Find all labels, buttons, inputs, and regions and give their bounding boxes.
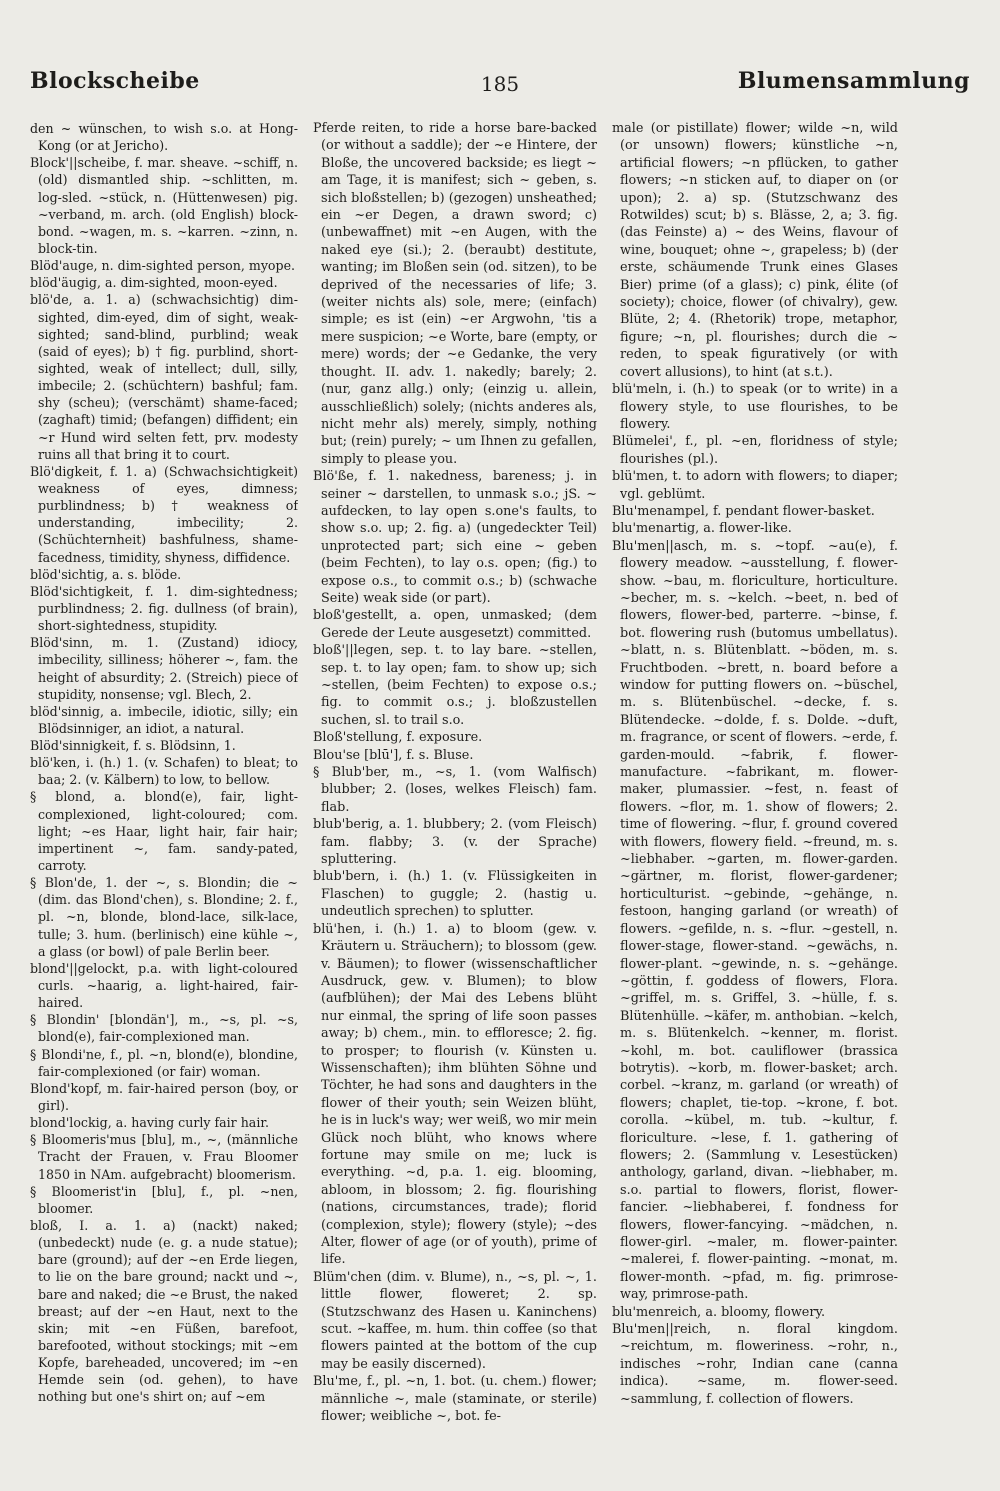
dictionary-entry: Blou'se [blū'], f. s. Bluse. <box>313 747 474 763</box>
dictionary-entry: blub'berig, a. 1. blubbery; 2. (vom Fleisch) fam. flabby; 3. (v. der Sprache) spluttering. <box>313 817 597 868</box>
dictionary-entry: male (or pistillate) flower; wilde ~n, wild (or unsown) flowers; künstliche ~n, artificial flowers; ~n pflücken, to gather flowers; ~n sticken auf, to diaper on (or upon); 2. a) sp. (Stutzschwanz des Rotwildes) scut; b) s. Blässe, 2, a; 3. fig. (das Feinste) a) ~ des Weins, flavour of wine, bouquet; ohne ~, grapeless; b) (der erste, schäumende Trunk eines Glases Bier) prime (of a glass); c) pink, élite (of society); choice, flower (of chivalry), gew. Blüte, 2; 4. (Rhetorik) trope, metaphor, figure; ~n, pl. flourishes; durch die ~ reden, to speak figuratively (or with covert allusions), to hint (at s.t.). <box>612 121 898 380</box>
dictionary-entry: Blö'ße, f. 1. nakedness, bareness; j. in seiner ~ darstellen, to unmask s.o.; jS. ~ aufdecken, to lay open s.one's faults, to show s.o. up; 2. fig. a) (ungedeckter Teil) unprotected part; sich eine ~ geben (beim Fechten), to lay o.s. open; (fig.) to expose o.s., to commit o.s.; b) (schwache Seite) weak side (or part). <box>313 469 597 606</box>
right-headword: Blumensammlung <box>737 68 970 94</box>
dictionary-entry: blond'lockig, a. having curly fair hair. <box>30 1115 269 1131</box>
dictionary-entry: blöd'äugig, a. dim-sighted, moon-eyed. <box>30 275 278 291</box>
dictionary-entry: Blu'me, f., pl. ~n, 1. bot. (u. chem.) flower; männliche ~, male (staminate, or sterile) flower; weibliche ~, bot. fe- <box>313 1374 597 1425</box>
dictionary-entry: blu'menreich, a. bloomy, flowery. <box>612 1304 826 1320</box>
dictionary-entry: Blöd'auge, n. dim-sighted person, myope. <box>30 258 296 274</box>
dictionary-entry: Blu'men||asch, m. s. ~topf. ~au(e), f. flowery meadow. ~ausstellung, f. flower-show. ~bau, m. floriculture, horticulture. ~becher, m. s. ~kelch. ~beet, n. bed of flowers, flower-bed, parterre. ~binse, f. bot. flowering rush (butomus umbellatus). ~blatt, n. s. Blütenblatt. ~böden, m. s. Fruchtboden. ~brett, n. board before a window for putting flowers on. ~büschel, m. s. Blütenbüschel. ~decke, f. s. Blütendecke. ~dolde, f. s. Dolde. ~duft, m. fragrance, or scent of flowers. ~erde, f. garden-mould. ~fabrik, f. flower-manufacture. ~fabrikant, m. flower-maker, plumassier. ~fest, n. feast of flowers. ~flor, m. 1. show of flowers; 2. time of flowering. ~flur, f. ground covered with flowers, flowery field. ~freund, m. s. ~liebhaber. ~garten, m. flower-garden. ~gärtner, m. florist, flower-gardener; horticulturist. ~gebinde, ~gehänge, n. festoon, hanging garland (or wreath) of flowers. ~gefilde, n. s. ~flur. ~gestell, n. flower-stage, flower-stand. ~gewächs, n. flower-plant. ~gewinde, n. s. ~gehänge. ~göttin, f. goddess of flowers, Flora. ~griffel, m. s. Griffel, 3. ~hülle, f. s. Blütenhülle. ~käfer, m. anthobian. ~kelch, m. s. Blütenkelch. ~kenner, m. florist. ~kohl, m. bot. cauliflower (brassica botrytis). ~korb, m. flower-basket; arch. corbel. ~kranz, m. garland (or wreath) of flowers; chaplet, tie-top. ~krone, f. bot. corolla. ~kübel, m. tub. ~kultur, f. floriculture. ~lese, f. 1. gathering of flowers; 2. (Sammlung v. Lesestücken) anthology, garland, divan. ~liebhaber, m. s.o. partial to flowers, florist, flower-fancier. ~liebhaberei, f. fondness for flowers, flower-fancying. ~mädchen, n. flower-girl. ~maler, m. flower-painter. ~malerei, f. flower-painting. ~monat, m. flower-month. ~pfad, m. fig. primrose-way, primrose-path. <box>612 538 898 1303</box>
page-header <box>30 68 970 108</box>
dictionary-entry: Blümelei', f., pl. ~en, floridness of style; flourishes (pl.). <box>612 434 898 467</box>
dictionary-entry: blöd'sichtig, a. s. blöde. <box>30 566 182 582</box>
dictionary-entry: § Blondin' [blondän'], m., ~s, pl. ~s, blond(e), fair-complexioned man. <box>30 1012 298 1045</box>
dictionary-entry: Blöd'sinnigkeit, f. s. Blödsinn, 1. <box>30 738 236 754</box>
dictionary-entry: blü'hen, i. (h.) 1. a) to bloom (gew. v. Kräutern u. Sträuchern); to blossom (gew. v. Bäumen); to flower (wissenschaftlicher Ausdruck, gew. v. Blumen); to blow (aufblühen); der Mai des Lebens blüht nur einmal, the spring of life soon passes away; b) chem., min. to effloresce; 2. fig. to prosper; to flourish (v. Künsten u. Wissenschaften); ihm blühten Söhne und Töchter, he had sons and daughters in the flower of their youth; sein Weizen blüht, he is in luck's way; wer weiß, wo mir mein Glück noch blüht, who knows where fortune may smile on me; luck is everything. ~d, p.a. 1. eig. blooming, abloom, in blossom; 2. fig. flourishing (nations, circumstances, trade); florid (complexion, style); flowery (style); ~des Alter, flower of age (or of youth), prime of life. <box>313 921 597 1268</box>
dictionary-entry: § Bloomerist'in [blu], f., pl. ~nen, bloomer. <box>30 1183 298 1216</box>
dictionary-entry: § Blon'de, 1. der ~, s. Blondin; die ~ (dim. das Blond'chen), s. Blondine; 2. f., pl. ~n, blonde, blond-lace, silk-lace, tulle; 3. hum. (berlinisch) eine kühle ~, a glass (or bowl) of pale Berlin beer. <box>30 875 298 959</box>
dictionary-entry: blö'ken, i. (h.) 1. (v. Schafen) to bleat; to baa; 2. (v. Kälbern) to low, to bellow. <box>30 755 298 788</box>
dictionary-entry: blu'menartig, a. flower-like. <box>612 521 792 537</box>
dictionary-entry: bloß, I. a. 1. a) (nackt) naked; (unbedeckt) nude (e. g. a nude statue); bare (ground); auf der ~en Erde liegen, to lie on the bare ground; nackt und ~, bare and naked; die ~e Brust, the naked breast; auf der ~en Haut, next to the skin; mit ~en Füßen, barefoot, barefooted, without stockings; mit ~em Kopfe, bareheaded, uncovered; im ~en Hemde sein (od. gehen), to have nothing but one's shirt on; auf ~em <box>30 1218 298 1405</box>
dictionary-entry: blü'men, t. to adorn with flowers; to diaper; vgl. geblümt. <box>612 469 898 502</box>
dictionary-entry: Blu'men||reich, n. floral kingdom. ~reichtum, m. floweriness. ~rohr, n., indisches ~rohr, Indian cane (canna indica). ~same, m. flower-seed. ~sammlung, f. collection of flowers. <box>612 1322 898 1407</box>
dictionary-entry: den ~ wünschen, to wish s.o. at Hong-Kong (or at Jericho). <box>30 121 298 154</box>
column-left <box>30 120 298 1445</box>
left-headword: Blockscheibe <box>30 68 200 94</box>
dictionary-entry: Pferde reiten, to ride a horse bare-backed (or without a saddle); der ~e Hintere, der Bloße, the uncovered backside; es liegt ~ am Tage, it is manifest; sich ~ geben, s. sich bloßstellen; b) (gezogen) unsheathed; ein ~er Degen, a drawn sword; c) (unbewaffnet) mit ~en Augen, with the naked eye (si.); 2. (beraubt) destitute, wanting; im Bloßen sein (od. sitzen), to be deprived of the necessaries of life; 3. (weiter nichts als) sole, mere; (einfach) simple; es ist (ein) ~er Argwohn, 'tis a mere suspicion; ~e Worte, bare (empty, or mere) words; der ~e Gedanke, the very thought. II. adv. 1. nakedly; barely; 2. (nur, ganz allg.) only; (einzig u. allein, ausschließlich) solely; (nichts anderes als, nicht mehr als) merely, simply, nothing but; (rein) purely; ~ um Ihnen zu gefallen, simply to please you. <box>313 121 597 467</box>
dictionary-entry: blub'bern, i. (h.) 1. (v. Flüssigkeiten in Flaschen) to guggle; 2. (hastig u. undeutlich sprechen) to splutter. <box>313 869 597 920</box>
dictionary-entry: § Blub'ber, m., ~s, 1. (vom Walfisch) blubber; 2. (loses, welkes Fleisch) fam. flab. <box>313 765 597 815</box>
column-right <box>612 120 898 1445</box>
dictionary-entry: § blond, a. blond(e), fair, light-complexioned, light-coloured; com. light; ~es Haar, light hair, fair hair; impertinent ~, fam. sandy-pated, carroty. <box>30 789 298 874</box>
dictionary-entry: bloß'||legen, sep. t. to lay bare. ~stellen, sep. t. to lay open; fam. to show up; sich ~stellen, (beim Fechten) to expose o.s.; fig. to commit o.s.; j. bloßzustellen suchen, sl. to trail s.o. <box>313 643 597 728</box>
dictionary-entry: blü'meln, i. (h.) to speak (or to write) in a flowery style, to use flourishes, to be flowery. <box>612 382 898 432</box>
dictionary-entry: Block'||scheibe, f. mar. sheave. ~schiff, n. (old) dismantled ship. ~schlitten, m. log-sled. ~stück, n. (Hüttenwesen) pig. ~verband, m. arch. (old English) block-bond. ~wagen, m. s. ~karren. ~zinn, n. block-tin. <box>30 155 298 256</box>
dictionary-entry: blö'de, a. 1. a) (schwachsichtig) dim-sighted, dim-eyed, dim of sight, weak-sighted; sand-blind, purblind; weak (said of eyes); b) † fig. purblind, short-sighted, weak of intellect; dull, silly, imbecile; 2. (schüchtern) bashful; fam. shy (scheu); (verschämt) shame-faced; (zaghaft) timid; (befangen) diffident; ein ~r Hund wird selten fett, prv. modesty ruins all that bring it to court. <box>30 292 298 462</box>
dictionary-entry: § Blondi'ne, f., pl. ~n, blond(e), blondine, fair-complexioned (or fair) woman. <box>30 1046 298 1079</box>
dictionary-entry: Blö'digkeit, f. 1. a) (Schwachsichtigkeit) weakness of eyes, dimness; purblindness; b) † weakness of understanding, imbecility; 2. (Schüchternheit) bashfulness, shame-facedness, timidity, shyness, diffidence. <box>30 463 298 565</box>
dictionary-entry: Blond'kopf, m. fair-haired person (boy, or girl). <box>30 1080 298 1114</box>
column-middle <box>313 120 597 1445</box>
dictionary-entry: Blöd'sinn, m. 1. (Zustand) idiocy, imbecility, silliness; höherer ~, fam. the height of absurdity; 2. (Streich) piece of stupidity, nonsense; vgl. Blech, 2. <box>30 635 298 702</box>
dictionary-entry: blond'||gelockt, p.a. with light-coloured curls. ~haarig, a. light-haired, fair-haired. <box>30 960 298 1011</box>
dictionary-entry: Bloß'stellung, f. exposure. <box>313 730 483 746</box>
dictionary-entry: bloß'gestellt, a. open, unmasked; (dem Gerede der Leute ausgesetzt) committed. <box>313 608 597 641</box>
dictionary-entry: Blöd'sichtigkeit, f. 1. dim-sightedness; purblindness; 2. fig. dullness (of brain), short-sightedness, stupidity. <box>30 583 298 634</box>
dictionary-entry: blöd'sinnig, a. imbecile, idiotic, silly; ein Blödsinniger, an idiot, a natural. <box>30 703 298 736</box>
dictionary-entry: Blu'menampel, f. pendant flower-basket. <box>612 503 875 519</box>
page-number: 185 <box>480 72 520 96</box>
dictionary-entry: Blüm'chen (dim. v. Blume), n., ~s, pl. ~, 1. little flower, floweret; 2. sp. (Stutzschwanz des Hasen u. Kaninchens) scut. ~kaffee, m. hum. thin coffee (so that flowers painted at the bottom of the cup may be easily discerned). <box>313 1269 597 1372</box>
dictionary-entry: § Bloomeris'mus [blu], m., ~, (männliche Tracht der Frauen, v. Frau Bloomer 1850 in NAm. aufgebracht) bloomerism. <box>30 1132 298 1182</box>
